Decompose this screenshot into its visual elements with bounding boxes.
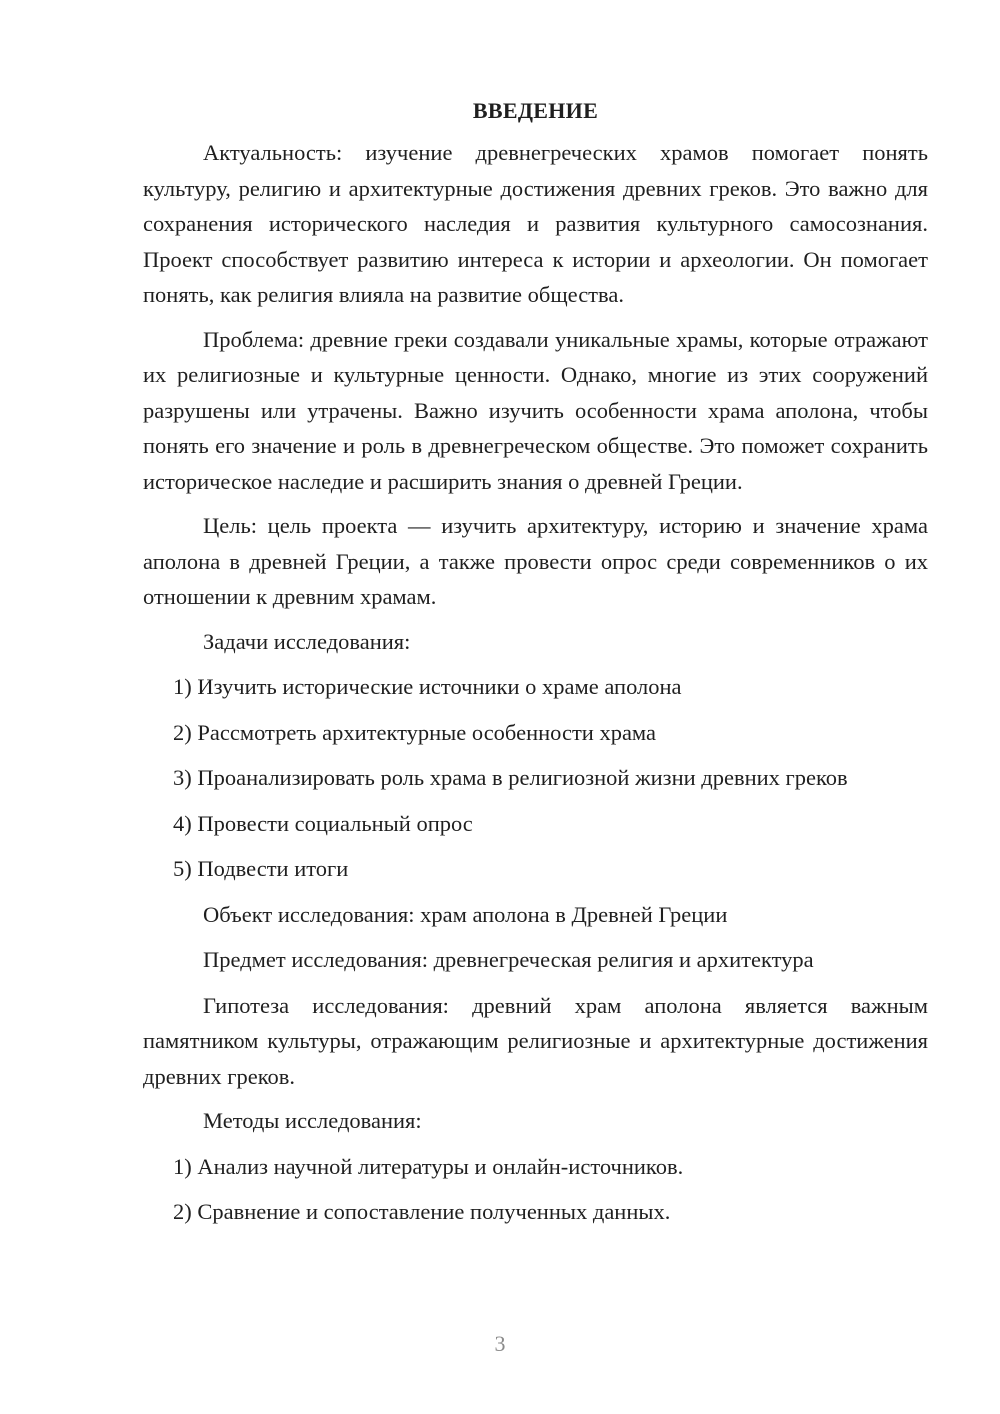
task-item-3: 3) Проанализировать роль храма в религиозной жизни древних греков xyxy=(173,765,848,790)
paragraph-hypothesis: Гипотеза исследования: древний храм аполона является важным памятником культуры, отражающим религиозные и архитектурные достижения древних греков. xyxy=(143,992,928,1089)
research-subject: Предмет исследования: древнегреческая религия и архитектура xyxy=(203,947,814,972)
paragraph-relevance: Актуальность: изучение древнегреческих храмов помогает понять культуру, религию и архитектурные достижения древних греков. Это важно для сохранения исторического наследия и развития культурного самосознания. Проект способствует развитию интереса к истории и археологии. Он помогает понять, как религия влияла на развитие общества. xyxy=(143,140,928,307)
task-item-4: 4) Провести социальный опрос xyxy=(173,810,473,836)
section-title: ВВЕДЕНИЕ xyxy=(472,98,599,123)
method-item-1: 1) Анализ научной литературы и онлайн-источников. xyxy=(173,1153,684,1179)
methods-heading: Методы исследования: xyxy=(203,1108,422,1133)
method-item-2: 2) Сравнение и сопоставление полученных данных. xyxy=(173,1199,671,1224)
document-page xyxy=(143,93,928,1240)
paragraph-problem: Проблема: древние греки создавали уникальные храмы, которые отражают их религиозные и культурные ценности. Однако, многие из этих сооружений разрушены или утрачены. Важно изучить особенности храма аполона, чтобы понять его значение и роль в древнегреческом обществе. Это поможет сохранить историческое наследие и расширить знания о древней Греции. xyxy=(143,326,928,494)
paragraph-goal: Цель: цель проекта — изучить архитектуру, историю и значение храма аполона в древней Греции, а также провести опрос среди современников о их отношении к древним храмам. xyxy=(143,513,928,609)
page-number: 3 xyxy=(494,1331,506,1356)
task-item-2: 2) Рассмотреть архитектурные особенности храма xyxy=(173,719,657,745)
tasks-heading: Задачи исследования: xyxy=(203,628,411,654)
task-item-1: 1) Изучить исторические источники о храме аполона xyxy=(173,674,682,699)
task-item-5: 5) Подвести итоги xyxy=(173,856,349,881)
research-object: Объект исследования: храм аполона в Древней Греции xyxy=(203,901,728,927)
